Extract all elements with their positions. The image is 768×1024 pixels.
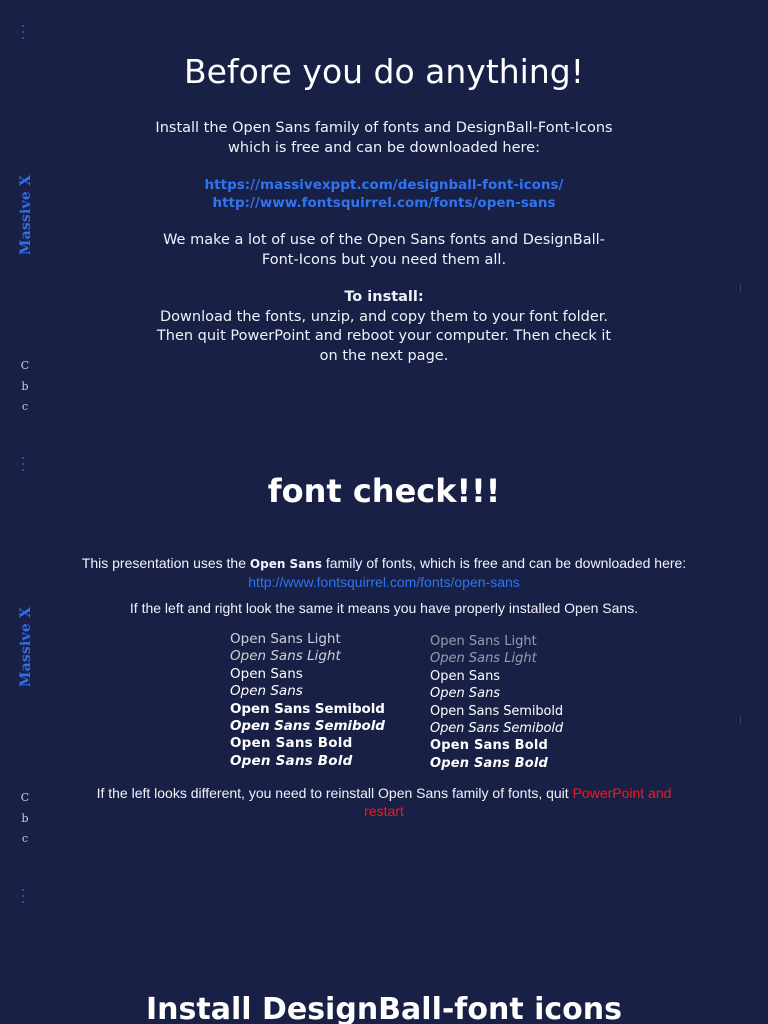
sample-light: Open Sans Light [230, 631, 341, 647]
side-letter-c2: c [21, 400, 29, 413]
reinstall-note [40, 784, 728, 820]
reference-regular: Open Sans [430, 668, 501, 684]
fontsquirrel-link[interactable]: http://www.fontsquirrel.com/fonts/open-sans [248, 574, 520, 590]
side-letter-c: C [20, 359, 30, 372]
reference-light-italic: Open Sans Light [430, 651, 537, 667]
reference-bold: Open Sans Bold [430, 738, 549, 754]
side-letter-c2: c [21, 832, 29, 845]
side-dots-top [22, 457, 25, 471]
brand-vertical-logo [8, 175, 44, 255]
reference-bold-italic: Open Sans Bold [430, 755, 549, 771]
sample-regular-italic: Open Sans [230, 683, 303, 700]
install-line-1: Download the fonts, unzip, and copy them to your font folder. [159, 308, 609, 325]
intro-line-1: Install the Open Sans family of fonts and DesignBall-Font-Icons [155, 120, 613, 136]
side-dots-top [22, 889, 25, 903]
side-letter-b: b [21, 379, 29, 393]
intro-line-2: which is free and can be downloaded here: [228, 139, 540, 156]
reference-semibold-italic: Open Sans Semibold [430, 720, 564, 736]
slide-title: Install DesignBall-font icons [145, 992, 622, 1024]
sample-light-italic: Open Sans Light [230, 648, 341, 665]
usage-paragraph [134, 231, 634, 270]
right-edge-tick [740, 717, 741, 723]
side-dots-top [22, 25, 25, 39]
reference-regular-italic: Open Sans [430, 686, 501, 702]
usage-line-2: Font-Icons but you need them all. [261, 251, 507, 268]
compare-note: If the left and right look the same it means you have properly installed Open Sans. [129, 600, 639, 616]
sample-bold-italic: Open Sans Bold [230, 752, 353, 769]
reinstall-line-1 [40, 784, 728, 802]
sample-regular: Open Sans [230, 665, 303, 682]
install-intro [134, 119, 634, 158]
brand-name: Massive X [18, 174, 35, 256]
uses-before: This presentation uses the [81, 555, 250, 571]
designball-link[interactable]: https://massivexppt.com/designball-font-icons/ [204, 177, 564, 193]
sample-semibold: Open Sans Semibold [230, 700, 385, 717]
uses-paragraph [40, 554, 728, 591]
download-links [134, 176, 634, 212]
slide-before-anything [0, 0, 768, 432]
right-edge-tick [740, 285, 741, 291]
install-line-2: Then quit PowerPoint and reboot your computer. Then check it [156, 328, 612, 344]
reinstall-warning-2: restart [364, 803, 404, 819]
install-line-3: on the next page. [319, 347, 449, 364]
font-samples-right [430, 633, 563, 772]
usage-line-1: We make a lot of use of the Open Sans fonts and DesignBall- [163, 232, 605, 248]
slide-title: Before you do anything! [184, 52, 584, 91]
font-samples-left [230, 631, 385, 770]
fontsquirrel-link[interactable]: http://www.fontsquirrel.com/fonts/open-sans [212, 195, 556, 211]
brand-name: Massive X [18, 606, 35, 688]
install-heading: To install: [344, 289, 424, 305]
sample-semibold-italic: Open Sans Semibold [230, 717, 385, 734]
side-letters [18, 356, 32, 418]
slide-title: font check!!! [267, 472, 501, 510]
side-letter-c: C [20, 791, 30, 804]
side-letter-b: b [21, 811, 29, 825]
uses-font-name: Open Sans [249, 557, 322, 571]
reference-semibold: Open Sans Semibold [430, 703, 564, 719]
slide-install-icons [0, 864, 768, 1024]
side-letters [18, 788, 32, 850]
reinstall-warning: PowerPoint and [572, 785, 672, 801]
sample-bold: Open Sans Bold [230, 735, 353, 752]
reference-light: Open Sans Light [430, 634, 537, 649]
reinstall-before: If the left looks different, you need to reinstall Open Sans family of fonts, quit [96, 785, 573, 801]
uses-line [40, 554, 728, 573]
slide-font-check [0, 432, 768, 864]
install-instructions [134, 288, 634, 366]
brand-vertical-logo [8, 607, 44, 687]
uses-after: family of fonts, which is free and can be downloaded here: [321, 555, 687, 571]
